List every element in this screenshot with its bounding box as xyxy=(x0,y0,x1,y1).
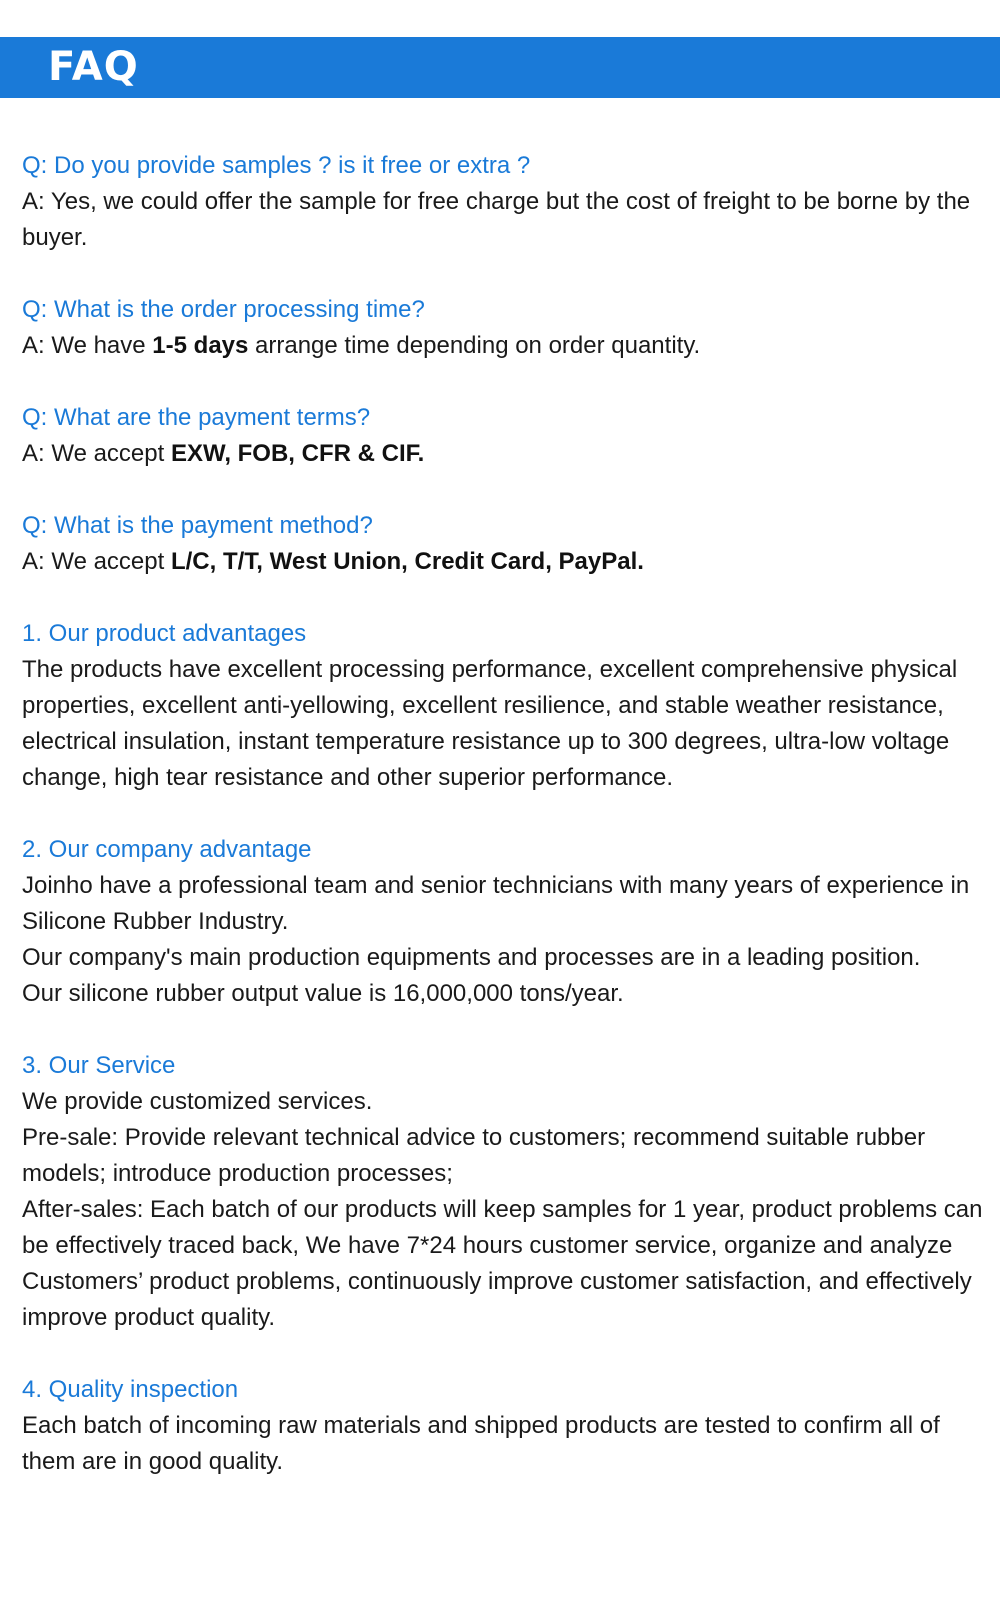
answer-prefix: A: We accept xyxy=(22,548,171,575)
faq-answer xyxy=(22,328,992,364)
section-heading: 3. Our Service xyxy=(22,1052,176,1079)
page-title: FAQ xyxy=(48,44,139,90)
faq-item-processing-time xyxy=(22,292,992,364)
section-paragraph: The products have excellent processing performance, excellent comprehensive physical properties, excellent anti-yellowing, excellent resilience, and stable weather resistance, electrical insulation, instant temperature resistance up to 300 degrees, ultra-low voltage change, high tear resistance and other superior performance. xyxy=(22,656,958,791)
faq-answer: A: Yes, we could offer the sample for free charge but the cost of freight to be borne by the buyer. xyxy=(22,188,971,251)
section-paragraph: Each batch of incoming raw materials and shipped products are tested to confirm all of them are in good quality. xyxy=(22,1412,940,1475)
faq-question: Q: Do you provide samples ? is it free or extra ? xyxy=(22,152,531,179)
section-paragraph: After-sales: Each batch of our products will keep samples for 1 year, product problems can be effectively traced back, We have 7*24 hours customer service, organize and analyze Customers’ product problems, continuously improve customer satisfaction, and effectively improve product quality. xyxy=(22,1196,983,1331)
faq-answer xyxy=(22,436,992,472)
faq-item-payment-terms xyxy=(22,400,992,472)
section-heading: 1. Our product advantages xyxy=(22,620,307,647)
faq-question: Q: What are the payment terms? xyxy=(22,404,371,431)
answer-prefix: A: We accept xyxy=(22,440,171,467)
section-product-advantages xyxy=(22,616,992,796)
faq-item-samples xyxy=(22,148,992,256)
section-paragraph: Joinho have a professional team and senior technicians with many years of experience in Silicone Rubber Industry. xyxy=(22,872,970,935)
section-paragraph: Our company's main production equipments and processes are in a leading position. xyxy=(22,944,921,971)
faq-item-payment-method xyxy=(22,508,992,580)
section-paragraph: Our silicone rubber output value is 16,000,000 tons/year. xyxy=(22,980,624,1007)
answer-highlight: L/C, T/T, West Union, Credit Card, PayPal. xyxy=(170,548,644,575)
faq-banner xyxy=(0,37,1000,98)
answer-highlight: 1-5 days xyxy=(152,332,249,359)
faq-question: Q: What is the payment method? xyxy=(22,512,373,539)
answer-highlight: EXW, FOB, CFR & CIF. xyxy=(170,440,425,467)
section-company-advantage xyxy=(22,832,992,1012)
section-heading: 2. Our company advantage xyxy=(22,836,312,863)
section-paragraph: Pre-sale: Provide relevant technical advice to customers; recommend suitable rubber models; introduce production processes; xyxy=(22,1124,926,1187)
section-paragraph: We provide customized services. xyxy=(22,1088,373,1115)
section-quality-inspection xyxy=(22,1372,992,1480)
section-heading: 4. Quality inspection xyxy=(22,1376,239,1403)
answer-prefix: A: We have xyxy=(22,332,153,359)
faq-question: Q: What is the order processing time? xyxy=(22,296,425,323)
faq-content xyxy=(22,148,992,1516)
section-our-service xyxy=(22,1048,992,1336)
answer-suffix: arrange time depending on order quantity. xyxy=(248,332,701,359)
faq-answer xyxy=(22,544,992,580)
